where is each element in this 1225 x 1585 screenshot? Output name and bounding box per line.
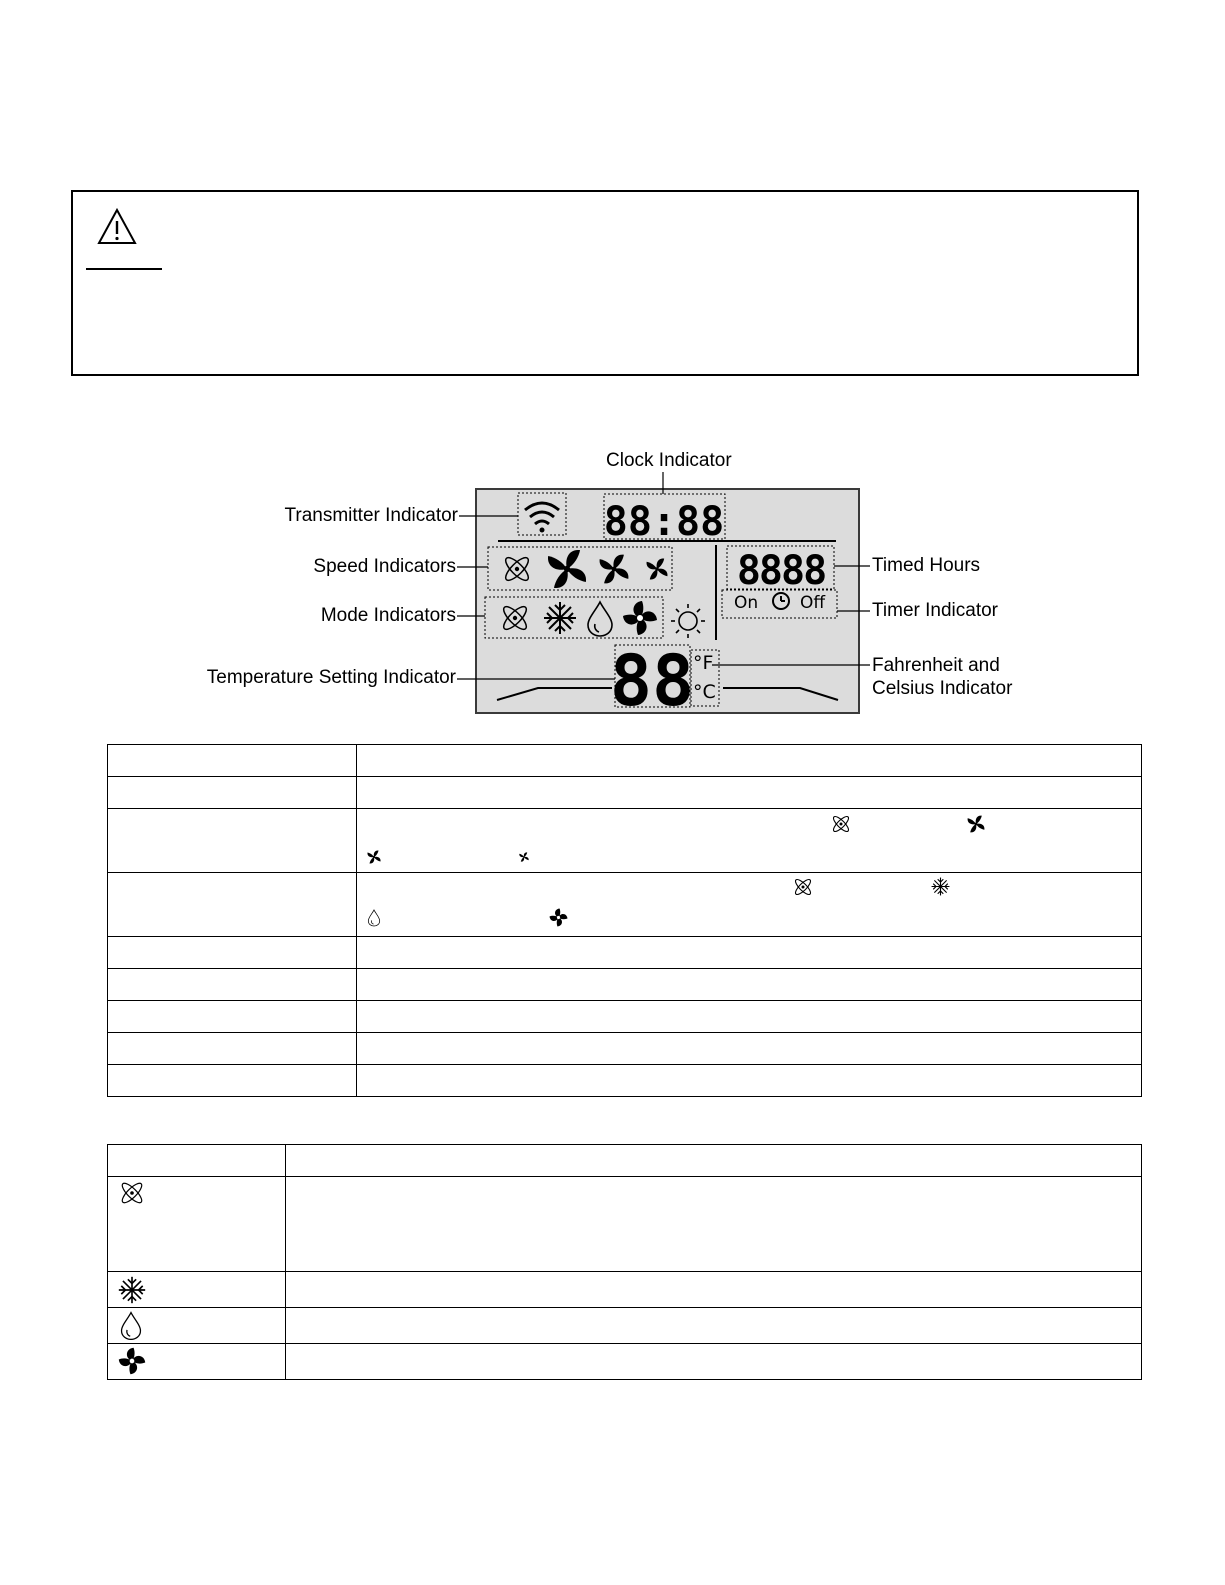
transmitter-indicator-label: Transmitter Indicator bbox=[284, 505, 458, 526]
clock-digits: 88:88 bbox=[603, 499, 725, 545]
temperature-setting-indicator-label: Temperature Setting Indicator bbox=[206, 667, 456, 688]
table-row bbox=[108, 873, 1142, 937]
table-row bbox=[108, 969, 1142, 1001]
fan-icon bbox=[519, 852, 529, 862]
table-row bbox=[108, 1272, 1142, 1308]
table-row bbox=[108, 1033, 1142, 1065]
fan-icon bbox=[549, 908, 568, 927]
table-row bbox=[108, 1308, 1142, 1344]
table-row bbox=[108, 1177, 1142, 1272]
celsius-unit: °C bbox=[693, 681, 716, 703]
remote-display-diagram bbox=[0, 0, 1225, 730]
auto-atom-icon bbox=[830, 813, 852, 835]
timer-on-text: On bbox=[734, 593, 759, 613]
timer-off-text: Off bbox=[800, 593, 826, 613]
clock-indicator-label: Clock Indicator bbox=[606, 450, 732, 471]
indicator-table bbox=[107, 744, 1142, 1097]
timer-indicator-label: Timer Indicator bbox=[872, 600, 998, 621]
timed-hours-label: Timed Hours bbox=[872, 555, 981, 576]
timer-digits: 8888 bbox=[736, 548, 826, 594]
fan-icon bbox=[367, 850, 381, 864]
fahrenheit-celsius-label-line2: Celsius Indicator bbox=[872, 678, 1013, 699]
table-row bbox=[108, 1001, 1142, 1033]
table-row bbox=[108, 809, 1142, 873]
table-row bbox=[108, 745, 1142, 777]
mode-table bbox=[107, 1144, 1142, 1380]
fahrenheit-celsius-label-line1: Fahrenheit and bbox=[872, 655, 1000, 676]
table-row bbox=[108, 1145, 1142, 1177]
fahrenheit-unit: °F bbox=[693, 652, 714, 674]
snowflake-icon bbox=[118, 1276, 146, 1304]
speed-indicators-label: Speed Indicators bbox=[313, 556, 456, 577]
fan-icon bbox=[118, 1347, 146, 1375]
lcd-panel bbox=[0, 0, 1225, 730]
snowflake-icon bbox=[931, 877, 950, 896]
water-drop-icon bbox=[367, 909, 381, 927]
fan-icon bbox=[967, 815, 985, 833]
table-row bbox=[108, 937, 1142, 969]
temperature-digits: 88 bbox=[609, 640, 695, 722]
table-row bbox=[108, 1344, 1142, 1380]
auto-atom-icon bbox=[118, 1179, 146, 1207]
table-row bbox=[108, 1065, 1142, 1097]
auto-atom-icon bbox=[792, 876, 814, 898]
water-drop-icon bbox=[118, 1311, 144, 1341]
table-row bbox=[108, 777, 1142, 809]
mode-indicators-label: Mode Indicators bbox=[320, 605, 456, 626]
